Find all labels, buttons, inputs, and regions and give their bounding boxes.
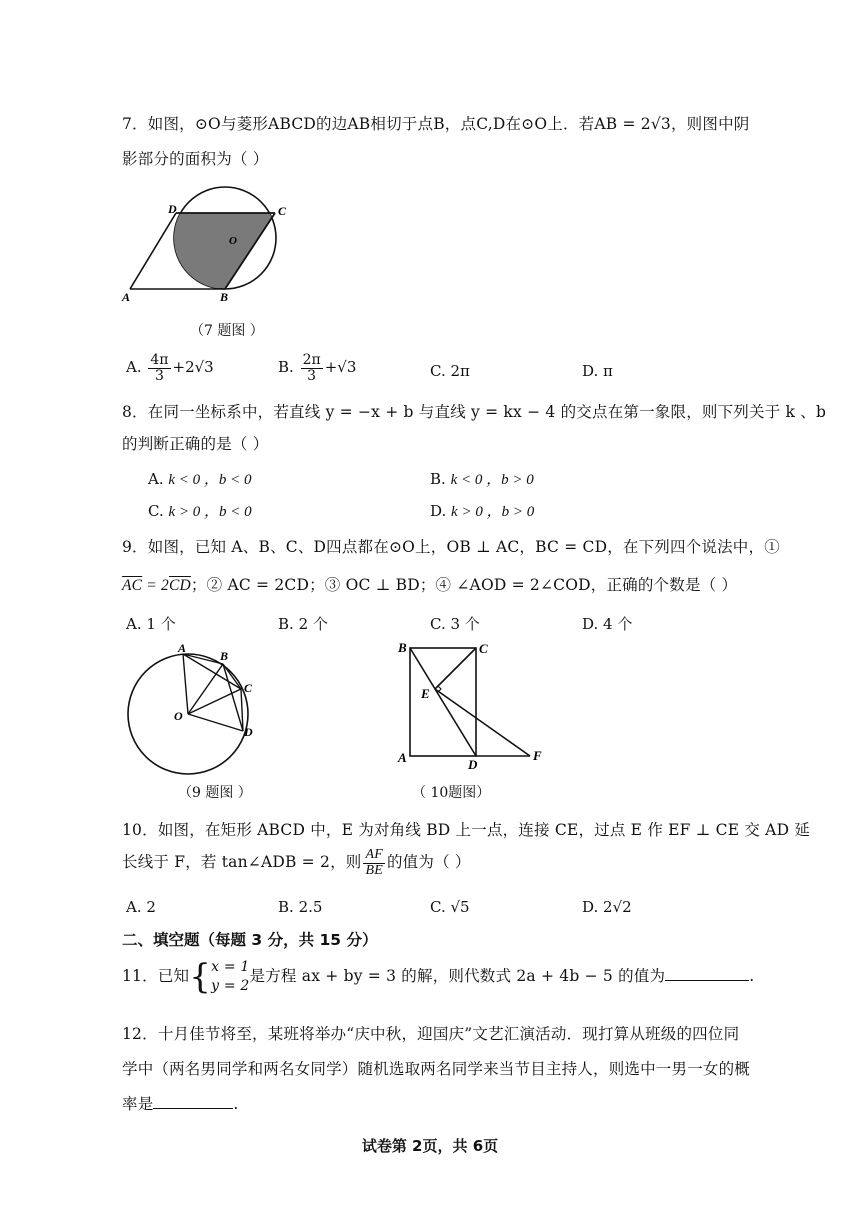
q7-option-a: [126, 353, 214, 383]
q7-stem-line2: 影部分的面积为（ ）: [122, 150, 269, 168]
q12-stem-line1: 12．十月佳节将至，某班将举办“庆中秋，迎国庆”文艺汇演活动．现打算从班级的四位同: [122, 1025, 740, 1043]
q9-option-d: [582, 613, 632, 634]
q7-option-b-num: 2π: [302, 352, 321, 368]
q10-label-b: B: [398, 640, 407, 655]
q9-label-b: B: [220, 649, 229, 663]
q7-option-c: [430, 362, 470, 380]
q8-option-a-text: k < 0 ，b < 0: [168, 472, 252, 488]
q10-label-a: A: [398, 750, 407, 765]
q10-option-b-letter: B.: [278, 898, 294, 916]
q7-label-c: C: [278, 204, 287, 218]
q11-answer-blank[interactable]: [665, 966, 749, 981]
q8-option-c-text: k > 0 ，b < 0: [168, 504, 252, 520]
q7-label-b: B: [220, 290, 229, 304]
q10-caption: （ 10题图）: [412, 785, 491, 801]
q8-option-d-text: k > 0 ，b > 0: [451, 504, 535, 520]
q11-stem: [122, 958, 754, 996]
q11-eq2: y = 2: [211, 977, 250, 994]
q9-stem-line1: 9．如图，已知 A、B、C、D四点都在⊙O上，OB ⊥ AC，BC = CD，在下列四个说法中，①: [122, 538, 780, 556]
q7-stem-line1: 7．如图，⊙O与菱形ABCD的边AB相切于点B，点C,D在⊙O上．若AB = 2√3，则图中阴: [122, 115, 750, 133]
q9-label-o: O: [174, 709, 183, 723]
q12-answer-blank[interactable]: [153, 1094, 233, 1109]
q10-fraction: [363, 848, 385, 878]
q9-option-c-letter: C.: [430, 615, 446, 633]
q11-system: [211, 958, 249, 996]
q10-figure: [394, 638, 554, 773]
q7-option-a-fraction: [148, 353, 170, 383]
q10-stem-line1: 10．如图，在矩形 ABCD 中，E 为对角线 BD 上一点，连接 CE，过点 E 作 EF ⊥ CE 交 AD 延: [122, 821, 811, 839]
q8-option-b-letter: B.: [430, 470, 446, 488]
q7-label-a: A: [122, 290, 131, 304]
q8-option-b-text: k < 0 ，b > 0: [450, 472, 534, 488]
q12-line3-end: .: [233, 1095, 239, 1113]
q9-option-d-text: 4 个: [603, 615, 633, 633]
q9-option-d-letter: D.: [582, 615, 599, 633]
q12-line3-pre: 率是: [122, 1095, 154, 1113]
q9-option-c-text: 3 个: [450, 615, 480, 633]
q7-option-a-den: 3: [154, 367, 164, 384]
q11-brace: {: [189, 956, 212, 997]
q9-option-c: [430, 613, 480, 634]
q7-option-b-fraction: [301, 353, 323, 383]
q8-option-c: [148, 500, 252, 521]
q8-option-d: [430, 500, 534, 521]
q7-label-d: D: [168, 202, 177, 216]
page-footer: 试卷第 2页，共 6页: [361, 1137, 499, 1155]
q9-option-b-text: 2 个: [298, 615, 328, 633]
q10-stem-line2: [122, 848, 471, 878]
q9-option-a-letter: A.: [126, 615, 142, 633]
q10-option-a-text: 2: [146, 898, 156, 916]
q10-line2-pre: 长线于 F，若 tan∠ADB = 2，则: [122, 853, 362, 872]
q7-option-b: [278, 353, 356, 383]
q9-stem-line2: [122, 573, 737, 595]
q9-label-d: D: [244, 725, 253, 739]
q9-label-c: C: [244, 681, 253, 695]
q7-option-c-text: 2π: [450, 362, 470, 380]
section-fill-in-heading: 二、填空题（每题 3 分，共 15 分）: [122, 931, 378, 949]
q9-line2-rest: ；② AC = 2CD；③ OC ⊥ BD；④ ∠AOD = 2∠COD，正确的个数是（ ）: [190, 576, 738, 594]
q9-option-a-text: 1 个: [146, 615, 176, 633]
q10-option-a-letter: A.: [126, 898, 142, 916]
q9-label-a: A: [178, 641, 187, 655]
q7-option-d: [582, 362, 613, 380]
q10-option-d-letter: D.: [582, 898, 599, 916]
q10-label-d: D: [468, 757, 478, 772]
q8-option-a-letter: A.: [148, 470, 164, 488]
q9-line2-mid: = 2: [142, 577, 169, 594]
q7-figure: [118, 180, 288, 305]
q12-stem-line2: 学中（两名男同学和两名女同学）随机选取两名同学来当节目主持人，则选中一男一女的概: [122, 1060, 751, 1078]
q7-option-b-rest: +√3: [324, 358, 357, 377]
q10-option-d: [582, 898, 632, 916]
q9-arc-cd: $\overline{CD}$: [168, 577, 191, 594]
q7-option-a-num: 4π: [150, 352, 169, 368]
q11-post: 是方程 ax + by = 3 的解，则代数式 2a + 4b − 5 的值为: [249, 966, 666, 985]
q9-figure: [120, 640, 270, 775]
q7-option-b-den: 3: [307, 367, 317, 384]
q8-option-c-letter: C.: [148, 502, 164, 520]
q7-option-b-letter: B.: [278, 358, 294, 377]
q9-caption: （9 题图 ）: [178, 785, 252, 801]
q8-option-d-letter: D.: [430, 502, 447, 520]
q10-fraction-den: BE: [365, 862, 383, 878]
q7-option-d-text: π: [603, 362, 613, 380]
q7-caption: （7 题图 ）: [190, 323, 264, 339]
q11-eq1: x = 1: [211, 959, 250, 975]
q10-fraction-num: AF: [365, 847, 383, 862]
q7-option-c-letter: C.: [430, 362, 446, 380]
q7-option-a-rest: +2√3: [172, 358, 214, 377]
q7-shaded-region: [128, 210, 275, 290]
q10-option-b-text: 2.5: [298, 898, 323, 916]
q10-option-c-letter: C.: [430, 898, 446, 916]
q11-pre: 11．已知: [122, 966, 190, 985]
q7-label-o: O: [229, 235, 237, 247]
q8-option-a: [148, 468, 252, 489]
q10-option-b: [278, 898, 322, 916]
q8-stem-line2: 的判断正确的是（ ）: [122, 435, 269, 453]
q10-label-c: C: [479, 641, 488, 656]
q10-option-a: [126, 898, 156, 916]
q7-option-d-letter: D.: [582, 362, 599, 380]
q9-option-a: [126, 613, 176, 634]
q8-option-b: [430, 468, 534, 489]
q10-option-d-text: 2√2: [603, 898, 632, 916]
q9-arc-ac: $\overline{AC}$: [122, 577, 143, 594]
q10-option-c-text: √5: [450, 898, 470, 916]
q10-option-c: [430, 898, 470, 916]
q11-end: .: [749, 966, 755, 985]
q10-label-e: E: [421, 686, 430, 701]
q8-stem-line1: 8．在同一坐标系中，若直线 y = −x + b 与直线 y = kx − 4 的交点在第一象限，则下列关于 k 、b: [122, 403, 827, 421]
q12-stem-line3: [122, 1092, 239, 1114]
q9-option-b: [278, 613, 328, 634]
q9-option-b-letter: B.: [278, 615, 294, 633]
q7-option-a-letter: A.: [126, 358, 142, 377]
q10-label-f: F: [533, 748, 542, 763]
q10-line2-post: 的值为（ ）: [386, 853, 471, 872]
